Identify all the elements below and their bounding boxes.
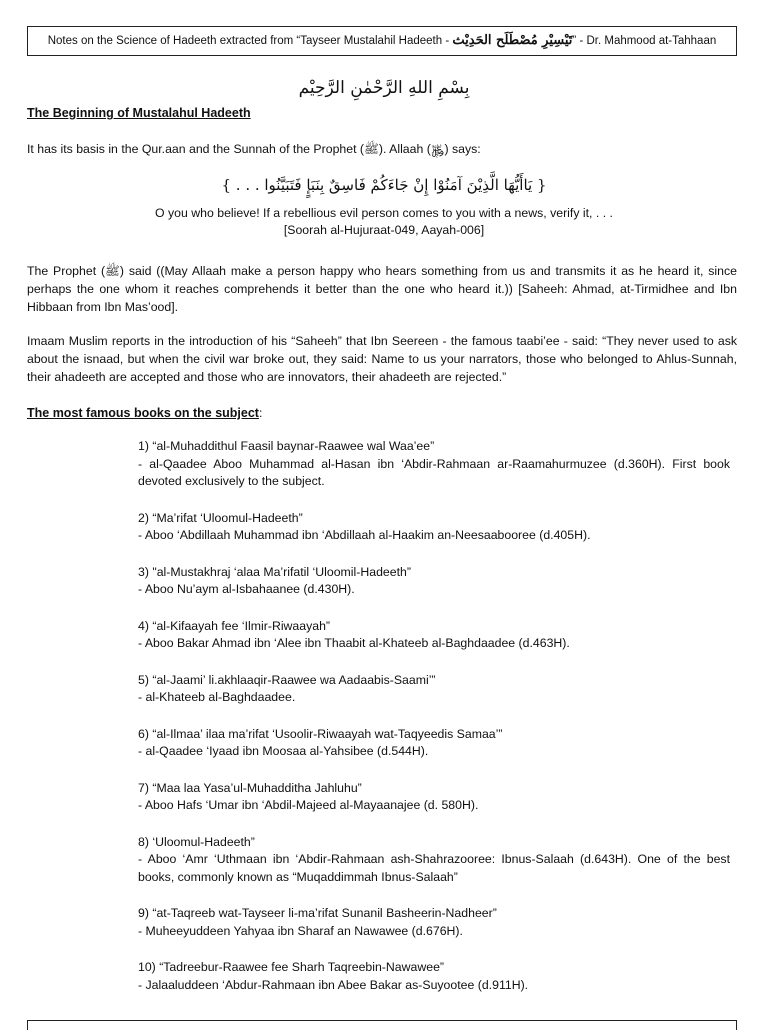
verse-reference: [Soorah al-Hujuraat-049, Aayah-006] [283,223,485,237]
page-footer-frame [27,1020,737,1030]
book-title: 1) “al-Muhaddithul Faasil baynar-Raawee wal Waa’ee” [138,439,435,453]
book-author: - Aboo Nu’aym al-Isbahaanee (d.430H). [138,582,355,596]
book-author: - al-Khateeb al-Baghdaadee. [138,690,296,704]
book-title: 9) “at-Taqreeb wat-Tayseer li-ma’rifat Sunanil Basheerin-Nadheer” [138,906,497,920]
book-item [138,672,730,707]
book-title: 7) “Maa laa Yasa’ul-Muhadditha Jahluhu” [138,780,362,795]
book-item [138,905,730,940]
book-author: - Aboo ‘Abdillaah Muhammad ibn ‘Abdillaah al-Haakim an-Neesaabooree (d.405H). [138,528,591,542]
verse-translation: O you who believe! If a rebellious evil person comes to you with a news, verify it, . . . [155,206,613,220]
book-title: 2) “Ma’rifat ‘Uloomul-Hadeeth” [138,510,303,525]
book-item [138,564,730,599]
section1-heading: The Beginning of Mustalahul Hadeeth [27,106,251,120]
book-title: 10) “Tadreebur-Raawee fee Sharh Taqreebin-Nawawee” [138,960,444,974]
book-item [138,780,730,815]
book-author: - Aboo Hafs ‘Umar ibn ‘Abdil-Majeed al-Mayaanajee (d. 580H). [138,798,479,812]
book-author: - Aboo ‘Amr ‘Uthmaan ibn ‘Abdir-Rahmaan ash-Shahrazooree: Ibnus-Salaah (d.643H). One of the best books, commonly known as “Muqaddimmah Ibnus-Salaah” [138,852,730,884]
book-item [138,726,730,761]
book-title: 5) “al-Jaami’ li.akhlaaqir-Raawee wa Aadaabis-Saami’” [138,672,436,687]
book-author: - Muheeyuddeen Yahyaa ibn Sharaf an Nawawee (d.676H). [138,923,463,938]
section-heading-books [27,404,737,422]
page-header [27,26,737,56]
book-item [138,834,730,887]
book-author: - Aboo Bakar Ahmad ibn ‘Alee ibn Thaabit al-Khateeb al-Baghdaadee (d.463H). [138,636,570,650]
book-item [138,959,730,994]
books-list [138,438,730,1013]
book-item [138,510,730,545]
book-author: - al-Qaadee Aboo Muhammad al-Hasan ibn ‘Abdir-Rahmaan ar-Raamahurmuzee (d.360H). First book devoted exclusively to the subject. [138,456,730,488]
book-title: 4) “al-Kifaayah fee ‘Ilmir-Riwaayah” [138,618,331,633]
quran-verse-arabic: { يَاأَيُّهَا الَّذِيْنَ آمَنُوْا إِنْ جَاءَكُمْ فَاسِقٌ بِنَبَإٍ فَتَبَيَّنُوا . . . } [221,176,547,194]
book-title: 8) ‘Uloomul-Hadeeth” [138,834,255,849]
section-heading-beginning [27,104,737,122]
hadith-paragraph: The Prophet (ﷺ) said ((May Allaah make a person happy who hears something from us and transmits it as he heard it, since perhaps the one whom it reaches comprehends it better than the one who heard it.)) [Saheeh: Ahmad, at-Tirmidhee and Ibn Hibbaan from Ibn Mas’ood]. [27,264,737,314]
book-title: 3) "al-Mustakhraj ‘alaa Ma’rifatil ‘Uloomil-Hadeeth” [138,564,411,579]
imam-muslim-paragraph: Imaam Muslim reports in the introduction of his “Saheeh” that Ibn Seereen - the famous taabi’ee - said: “They never used to ask about the isnaad, but when the civil war broke out, they said: Name to us your narrators, those who belonged to Ahlus-Sunnah, their ahadeeth are accepted and those who are innovators, their ahadeeth are rejected.” [27,334,737,384]
basmala: بِسْمِ اللهِ الرَّحْمٰنِ الرَّحِيْم [298,78,470,98]
book-author: - Jalaaluddeen ‘Abdur-Rahmaan ibn Abee Bakar as-Suyootee (d.911H). [138,977,529,992]
header-arabic-title: تَيْسِيْرِ مُصْطَلَح الحَدِيْث [452,33,573,48]
book-item [138,618,730,653]
section2-heading-colon: : [258,406,263,420]
header-suffix: ” - Dr. Mahmood at-Tahhaan [572,35,717,47]
book-author: - al-Qaadee ‘Iyaad ibn Moosaa al-Yahsibee (d.544H). [138,744,429,758]
book-title: 6) “al-Ilmaa’ ilaa ma’rifat ‘Usoolir-Riwaayah wat-Taqyeedis Samaa’” [138,726,503,741]
header-prefix: Notes on the Science of Hadeeth extracted from “Tayseer Mustalahil Hadeeth - [47,35,453,47]
book-item [138,438,730,491]
section2-heading: The most famous books on the subject [27,406,259,420]
intro-paragraph: It has its basis in the Qur.aan and the Sunnah of the Prophet (ﷺ). Allaah (﷿) says: [27,142,481,156]
